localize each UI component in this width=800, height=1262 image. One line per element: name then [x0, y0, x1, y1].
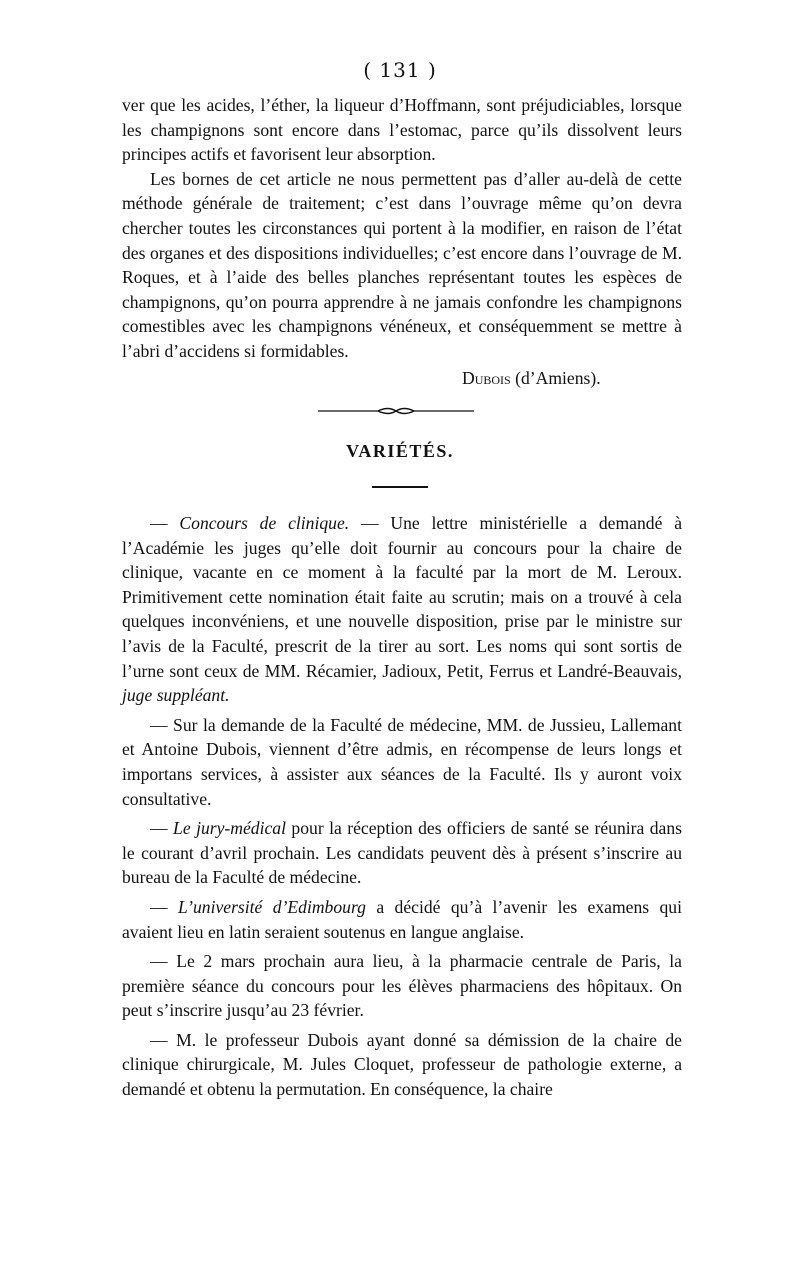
item-italic-end: juge suppléant.	[122, 685, 230, 706]
section-heading: VARIÉTÉS.	[346, 441, 454, 461]
dash: —	[150, 513, 180, 533]
text-block-top	[122, 93, 682, 364]
dash: —	[150, 818, 174, 839]
item-text: M. le professeur Dubois ayant donné sa démission de la chaire de clinique chirurgicale, M. Jules Cloquet, professeur de pathologie externe, a demandé et obtenu la permutation. En conséquence, la chaire	[122, 1029, 682, 1100]
page-number: ( 131 )	[363, 58, 437, 82]
heading-rule	[372, 486, 428, 488]
author-signature	[462, 368, 601, 389]
dash: —	[150, 714, 174, 735]
dash: —	[150, 896, 178, 917]
news-item	[122, 816, 682, 890]
news-item	[122, 895, 682, 944]
item-text: Sur la demande de la Faculté de médecine, MM. de Jussieu, Lallemant et Antoine Dubois, viennent d’être admis, en récompense de leurs longs et importans services, à assister aux séances de la Faculté. Ils y auront voix consultative.	[122, 714, 682, 809]
paragraph: Les bornes de cet article ne nous permettent pas d’aller au-delà de cette méthode générale de traitement; c’est dans l’ouvrage même qu’on devra chercher toutes les circonstances qui portent à la modifier, en raison de l’état des organes et des dispositions individuelles; c’est encore dans l’ouvrage de M. Roques, et à l’aide des belles planches représentant toutes les espèces de champignons, qu’on pourra apprendre à ne jamais confondre les champignons comestibles avec les champignons vénéneux, et conséquemment se mettre à l’abri d’accidens si formidables.	[122, 168, 682, 361]
item-title: L’université d’Edimbourg	[178, 896, 366, 917]
signature-name: Dubois	[462, 368, 511, 388]
item-title: Concours de clinique.	[179, 513, 350, 533]
dash: —	[150, 1029, 177, 1050]
news-item	[122, 949, 682, 1023]
item-text: Le 2 mars prochain aura lieu, à la pharmacie centrale de Paris, la première séance du concours pour les élèves pharmaciens des hôpitaux. On peut s’inscrire jusqu’au 23 février.	[122, 951, 682, 1021]
news-item	[122, 511, 682, 708]
signature-place: (d’Amiens).	[515, 368, 601, 388]
item-text: a décidé qu’à l’avenir les examens qui avaient lieu en latin seraient soutenus en langue anglaise.	[122, 896, 682, 942]
dash: —	[150, 951, 177, 972]
item-title: Le jury-médical	[173, 818, 286, 839]
item-text: pour la réception des officiers de santé se réunira dans le courant d’avril prochain. Les candidats peuvent dès à présent s’inscrire au bureau de la Faculté de médecine.	[122, 818, 682, 888]
news-item	[122, 713, 682, 811]
paragraph: ver que les acides, l’éther, la liqueur d’Hoffmann, sont préjudiciables, lorsque les champignons sont encore dans l’estomac, parce qu’ils dissolvent leurs principes actifs et favorisent leur absorption.	[122, 95, 682, 165]
ornament-divider	[318, 404, 474, 418]
news-item	[122, 1028, 682, 1102]
text-block-varietes	[122, 511, 682, 1102]
item-text: — Une lettre ministérielle a demandé à l’Académie les juges qu’elle doit fournir au concours pour la chaire de clinique, vacante en ce moment à la faculté par la mort de M. Leroux. Primitivement cette nomination était faite au scrutin; mais on a trouvé à cela quelques inconvéniens, et une nouvelle disposition, prise par le ministre sur l’avis de la Faculté, prescrit de la tirer au sort. Les noms qui sont sortis de l’urne sont ceux de MM. Récamier, Jadioux, Petit, Ferrus et Landré-Beauvais,	[122, 513, 683, 681]
